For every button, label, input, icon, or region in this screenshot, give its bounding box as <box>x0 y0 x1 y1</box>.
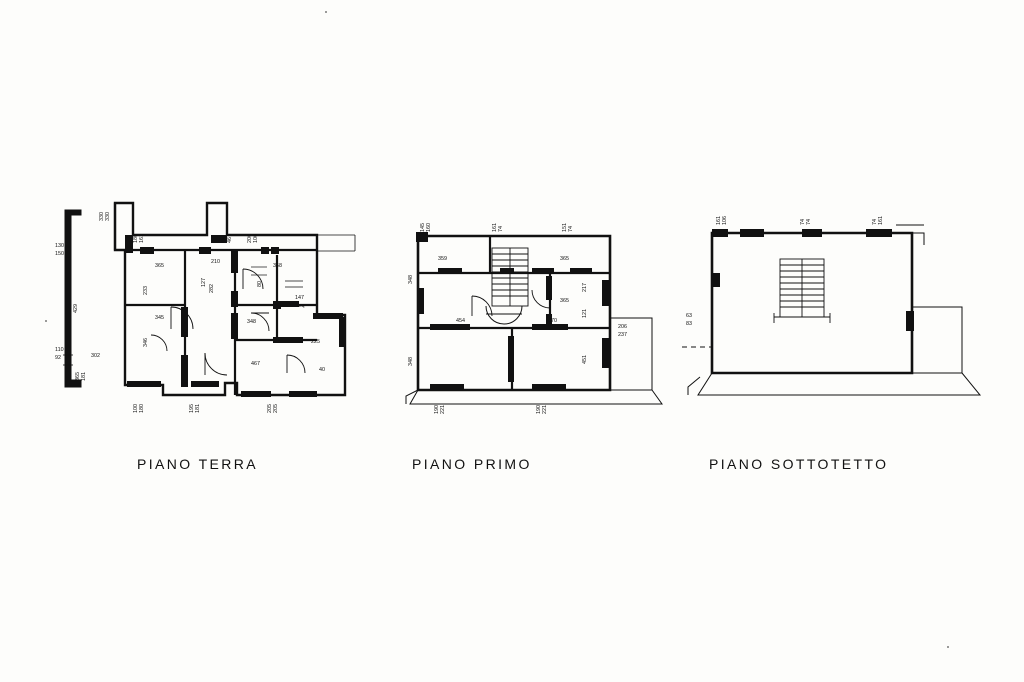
dim-text: 45 <box>221 237 227 243</box>
dim-text: 221 <box>542 405 548 414</box>
dim-text: 147 <box>295 295 304 301</box>
dim-text: 46 <box>227 237 233 243</box>
dim-text: 365 <box>155 263 164 269</box>
dim-text: 348 <box>408 357 414 366</box>
dim-text: 190 <box>434 405 440 414</box>
plan-piano-terra <box>55 195 395 425</box>
dim-text: 365 <box>75 372 81 381</box>
scan-speck <box>325 11 327 13</box>
dim-text: 160 <box>426 223 432 232</box>
dim-text: 359 <box>438 256 447 262</box>
dim-text: 205 <box>273 404 279 413</box>
dim-text: 451 <box>582 355 588 364</box>
dim-text: 365 <box>560 256 569 262</box>
dim-text: 225 <box>311 339 320 345</box>
plan-title-piano-terra: PIANO TERRA <box>137 456 259 472</box>
dim-text: 161 <box>878 216 884 225</box>
dim-text: 282 <box>209 284 215 293</box>
plan-title-piano-sottotetto: PIANO SOTTOTETTO <box>709 456 889 472</box>
scan-speck <box>947 646 949 648</box>
dim-text: 40 <box>319 367 325 373</box>
scan-speck <box>45 320 47 322</box>
dim-text: 221 <box>440 405 446 414</box>
dim-text: 106 <box>253 234 259 243</box>
dim-text: 130 <box>55 243 64 249</box>
dim-text: 180 <box>133 234 139 243</box>
dim-text: 330 <box>105 212 111 221</box>
dim-text: 106 <box>722 216 728 225</box>
dim-text: 210 <box>211 259 220 265</box>
dim-text: 470 <box>548 318 557 324</box>
dim-text: 330 <box>99 212 105 221</box>
dim-text: 181 <box>195 404 201 413</box>
dim-text: 151 <box>562 223 568 232</box>
dim-text: 161 <box>716 216 722 225</box>
dim-text: 365 <box>560 298 569 304</box>
dim-text: mq <box>297 303 305 309</box>
dim-text: 121 <box>582 309 588 318</box>
dim-text: 206 <box>247 234 253 243</box>
dim-text: 74 <box>800 219 806 225</box>
dim-text: 145 <box>420 223 426 232</box>
dim-text: 190 <box>536 405 542 414</box>
dim-text: 150 <box>55 251 64 257</box>
dim-text: 127 <box>201 278 207 287</box>
dim-text: 348 <box>408 275 414 284</box>
dim-text: 74 <box>806 219 812 225</box>
dim-text: 63 <box>686 313 692 319</box>
dim-text: 74 <box>872 219 878 225</box>
plan-piano-primo <box>400 218 690 418</box>
plan-piano-sottotetto <box>680 215 1010 420</box>
plan-title-piano-primo: PIANO PRIMO <box>412 456 532 472</box>
dim-text: 161 <box>492 223 498 232</box>
dim-text: 237 <box>618 332 627 338</box>
dim-text: 346 <box>143 338 149 347</box>
dim-text: 74 <box>498 226 504 232</box>
dim-text: 467 <box>251 361 260 367</box>
dim-text: 345 <box>155 315 164 321</box>
dim-text: 217 <box>582 283 588 292</box>
dim-text: 181 <box>81 372 87 381</box>
dim-text: 358 <box>273 263 282 269</box>
dim-text: 74 <box>568 226 574 232</box>
dim-text: 206 <box>618 324 627 330</box>
dim-text: 100 <box>133 404 139 413</box>
dim-text: 429 <box>73 304 79 313</box>
dim-text: 348 <box>247 319 256 325</box>
dim-text: 302 <box>91 353 100 359</box>
dim-text: 161 <box>139 234 145 243</box>
dim-text: 180 <box>139 404 145 413</box>
dim-text: 233 <box>143 286 149 295</box>
dim-text: 80 <box>257 281 263 287</box>
dim-text: 195 <box>189 404 195 413</box>
dim-text: 83 <box>686 321 692 327</box>
dim-text: 92 <box>55 355 61 361</box>
dim-text: 110 <box>55 347 64 353</box>
dim-text: 454 <box>456 318 465 324</box>
dim-text: 205 <box>267 404 273 413</box>
